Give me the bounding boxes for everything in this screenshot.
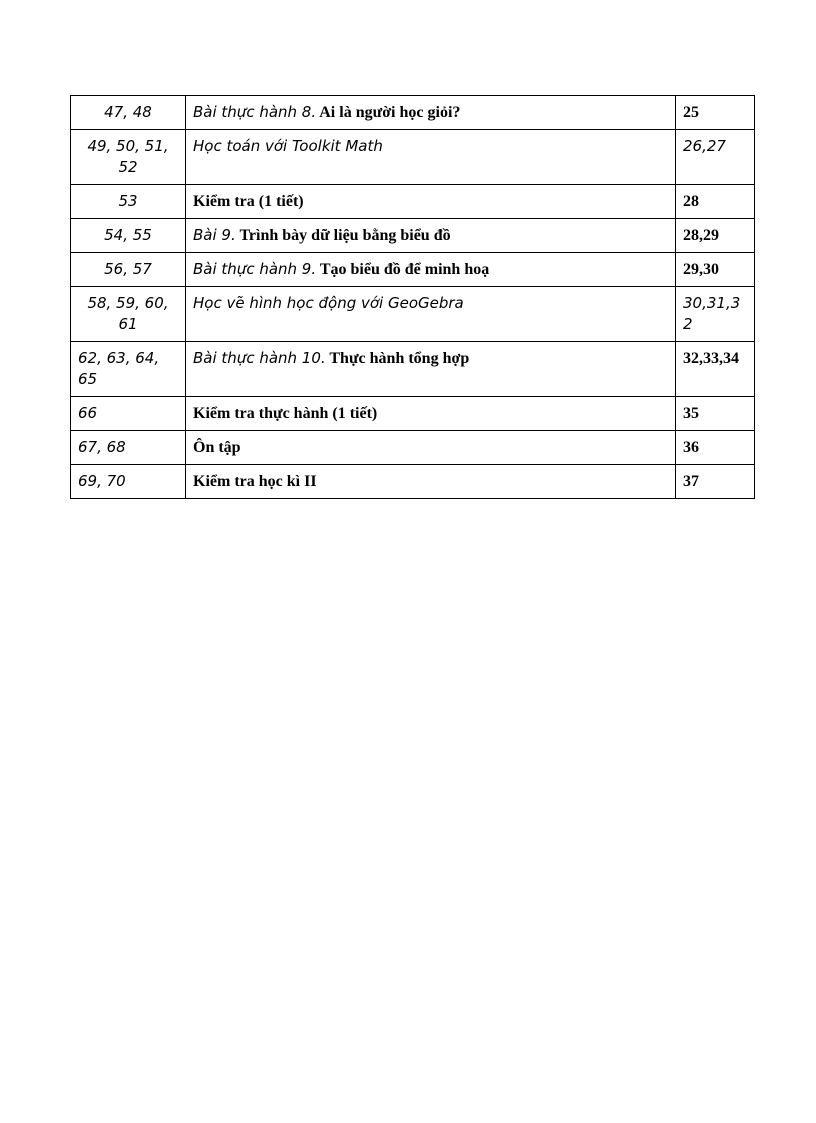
period-text: 69, 70 — [78, 472, 126, 490]
page-cell: 26,27 — [676, 130, 755, 185]
lesson-title: Tạo biểu đồ để minh hoạ — [316, 261, 490, 278]
lesson-cell — [186, 130, 676, 185]
table-row — [71, 253, 755, 287]
page-cell: 37 — [676, 465, 755, 499]
page-cell: 36 — [676, 431, 755, 465]
lesson-cell — [186, 219, 676, 253]
period-cell — [71, 185, 186, 219]
lesson-title: Ai là người học giỏi? — [316, 104, 461, 121]
period-cell — [71, 397, 186, 431]
period-cell — [71, 130, 186, 185]
period-text: 49, 50, 51, 52 — [87, 137, 169, 176]
lesson-cell — [186, 253, 676, 287]
period-text: 54, 55 — [104, 226, 152, 244]
period-cell — [71, 96, 186, 130]
period-text: 53 — [118, 192, 138, 210]
period-cell — [71, 431, 186, 465]
page-cell: 32,33,34 — [676, 342, 755, 397]
period-cell — [71, 465, 186, 499]
period-cell — [71, 342, 186, 397]
lesson-title: Trình bày dữ liệu bằng biểu đồ — [235, 227, 451, 244]
page-cell: 28 — [676, 185, 755, 219]
period-cell — [71, 219, 186, 253]
lesson-cell — [186, 465, 676, 499]
table-row — [71, 397, 755, 431]
period-text: 67, 68 — [78, 438, 126, 456]
lesson-cell — [186, 397, 676, 431]
lesson-prefix: Học toán với Toolkit Math — [193, 137, 383, 155]
period-text: 58, 59, 60, 61 — [87, 294, 169, 333]
table-row — [71, 219, 755, 253]
page-cell: 30,31,32 — [676, 287, 755, 342]
table-row — [71, 96, 755, 130]
period-text: 56, 57 — [104, 260, 152, 278]
table-row — [71, 130, 755, 185]
period-cell — [71, 287, 186, 342]
lesson-title: Ôn tập — [193, 439, 241, 456]
lesson-prefix: Bài thực hành 10. — [193, 349, 326, 367]
lesson-title: Thực hành tổng hợp — [325, 350, 470, 367]
lesson-title: Kiểm tra học kì II — [193, 473, 317, 490]
page-cell: 25 — [676, 96, 755, 130]
lesson-cell — [186, 287, 676, 342]
lesson-cell — [186, 96, 676, 130]
page-cell: 35 — [676, 397, 755, 431]
table-row — [71, 287, 755, 342]
table-row — [71, 465, 755, 499]
table-row — [71, 342, 755, 397]
page-cell: 29,30 — [676, 253, 755, 287]
lesson-prefix: Bài thực hành 9. — [193, 260, 317, 278]
lesson-prefix: Bài thực hành 8. — [193, 103, 317, 121]
lesson-title: Kiểm tra (1 tiết) — [193, 193, 304, 210]
period-text: 47, 48 — [104, 103, 152, 121]
lesson-cell — [186, 431, 676, 465]
period-cell — [71, 253, 186, 287]
lesson-cell — [186, 185, 676, 219]
table-row — [71, 185, 755, 219]
lesson-cell — [186, 342, 676, 397]
period-text: 62, 63, 64, 65 — [78, 349, 160, 388]
page-cell: 28,29 — [676, 219, 755, 253]
period-text: 66 — [78, 404, 98, 422]
lesson-prefix: Học vẽ hình học động với GeoGebra — [193, 294, 464, 312]
lesson-schedule-table — [70, 95, 755, 499]
lesson-prefix: Bài 9. — [193, 226, 236, 244]
table-row — [71, 431, 755, 465]
lesson-title: Kiểm tra thực hành (1 tiết) — [193, 405, 378, 422]
